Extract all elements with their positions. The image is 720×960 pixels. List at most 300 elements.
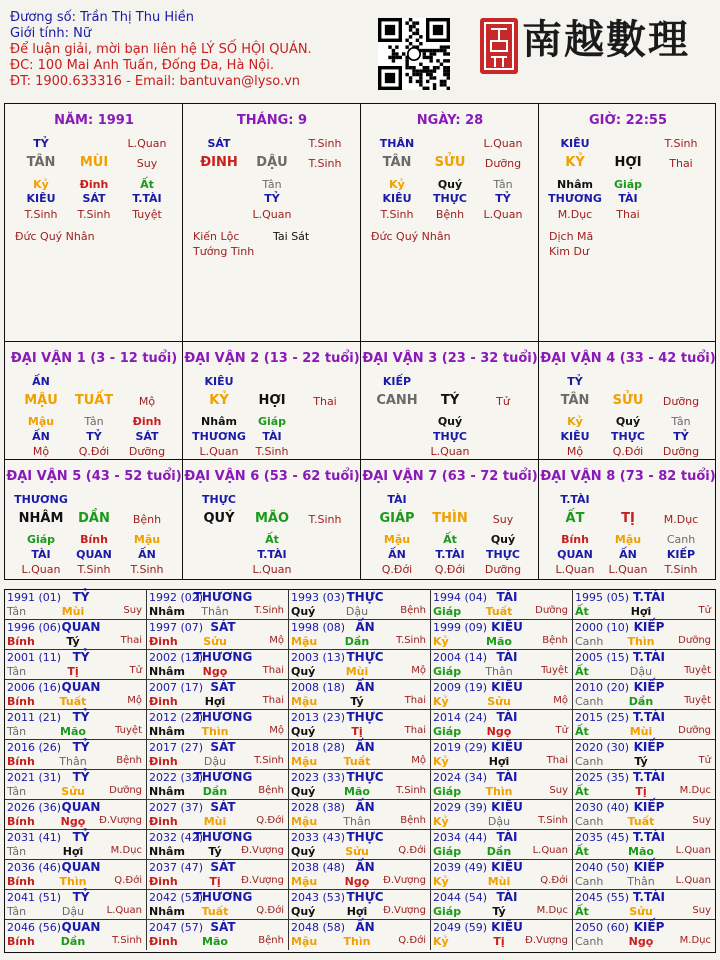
year-label: 2005 (15) [575,651,630,664]
year-label: 2008 (18) [291,681,346,694]
year-stem: Quý [291,605,316,618]
hidden-stem: Ất [265,533,279,546]
year-god: KIÊU [491,680,523,694]
year-stage: M.Dục [110,845,142,856]
year-label: 2044 (54) [433,891,488,904]
year-branch: Mùi [345,665,369,678]
year-stem: Đinh [149,635,178,648]
year-god: KIÊU [491,800,523,814]
pillar-branch-stage: L.Quan [483,137,523,150]
year-stage: Dưỡng [109,785,142,796]
year-stage: Tử [698,755,711,766]
year-label: 2016 (26) [7,741,62,754]
year-cell [573,830,715,860]
year-god: THƯƠNG [193,590,253,604]
year-label: 2027 (37) [149,801,204,814]
luck-pillar-box [538,459,716,580]
year-god: THƯƠNG [193,650,253,664]
luck-stem: GIÁP [379,511,415,526]
year-label: 2001 (11) [7,651,62,664]
luck-stem-god: KIẾP [382,375,412,388]
hidden-god: T.TÀI [132,192,162,205]
year-branch: Sửu [345,845,369,858]
year-god: TỶ [72,770,90,784]
year-stem: Tân [7,905,27,918]
year-label: 2014 (24) [433,711,488,724]
year-label: 2036 (46) [7,861,62,874]
year-stem: Nhâm [149,665,185,678]
year-label: 2045 (55) [575,891,630,904]
year-stem: Kỷ [433,815,449,828]
hidden-stem: Quý [615,415,641,428]
header-value: Trần Thị Thu Hiền [80,10,194,25]
year-label: 2012 (22) [149,711,204,724]
pillar-stem-god: KIÊU [560,137,590,150]
year-branch: Hợi [346,905,368,918]
year-stage: T.Sinh [396,635,426,646]
year-branch: Tị [209,875,221,888]
hidden-stage: L.Quan [430,445,470,458]
year-stage: Mộ [411,755,426,766]
year-god: THƯƠNG [193,770,253,784]
year-branch: Dậu [203,755,227,768]
red-seal-icon [480,18,518,74]
year-stage: Q.Đới [114,875,142,886]
year-label: 1993 (03) [291,591,346,604]
year-label: 1991 (01) [7,591,62,604]
year-branch: Tý [350,695,364,708]
year-god: T.TÀI [633,710,665,724]
hidden-stage: Q.Đới [78,445,110,458]
luck-stem-god: ẤN [32,375,50,388]
hidden-stem: Nhâm [201,415,237,428]
year-cell [147,920,289,950]
hidden-stage: L.Quan [199,445,239,458]
hidden-god: T.TÀI [435,548,465,561]
year-cell [431,860,573,890]
year-cell [5,860,147,890]
pillar-box [182,103,362,343]
year-stem: Canh [575,935,604,948]
qr-code-icon[interactable] [378,18,450,90]
pillar-life-stage: Thai [669,157,693,170]
year-label: 2026 (36) [7,801,62,814]
year-stage: Suy [549,785,568,796]
year-branch: Dậu [487,815,511,828]
year-god: QUAN [61,860,101,874]
hidden-god: SÁT [135,430,159,443]
year-label: 2029 (39) [433,801,488,814]
hidden-stage: T.Sinh [664,563,698,576]
year-god: THỰC [346,650,384,664]
year-stem: Canh [575,755,604,768]
year-stem: Canh [575,635,604,648]
year-cell [147,800,289,830]
year-stem: Giáp [433,665,462,678]
hidden-god: T.TÀI [257,548,287,561]
year-stem: Ất [575,905,589,918]
year-label: 1998 (08) [291,621,346,634]
year-stem: Tân [7,845,27,858]
luck-stem: QUÝ [203,511,235,526]
hidden-stem: Ất [443,533,457,546]
year-stem: Tân [7,605,27,618]
year-stem: Kỷ [433,695,449,708]
year-god: TÀI [496,590,518,604]
year-branch: Tị [67,665,79,678]
year-stem: Giáp [433,785,462,798]
year-cell [5,890,147,920]
year-cell [573,800,715,830]
year-stage: Tử [698,605,711,616]
luck-title: ĐẠI VẬN 6 (53 - 62 tuổi) [184,469,360,484]
year-stage: Tuyệt [684,695,711,706]
year-cell [431,770,573,800]
year-stem: Bính [7,815,35,828]
hidden-stage: L.Quan [608,563,648,576]
hidden-stage: T.Sinh [380,208,414,221]
year-stage: T.Sinh [254,605,284,616]
year-god: SÁT [210,740,236,754]
year-stage: Bệnh [400,605,426,616]
hidden-stem: Ất [140,178,154,191]
year-god: KIÊU [491,740,523,754]
year-god: QUAN [61,620,101,634]
year-god: TÀI [496,830,518,844]
year-god: KIẾP [633,620,665,634]
luck-branch: DẦN [78,511,110,526]
year-cell [289,740,431,770]
year-label: 2030 (40) [575,801,630,814]
year-stage: M.Dục [679,785,711,796]
hidden-stem: Canh [666,533,696,546]
year-stem: Giáp [433,905,462,918]
year-branch: Tuất [201,905,229,918]
year-god: ẤN [355,860,375,874]
luck-title: ĐẠI VẬN 1 (3 - 12 tuổi) [10,351,178,366]
year-cell [289,650,431,680]
year-stage: Tuyệt [115,725,142,736]
year-label: 2000 (10) [575,621,630,634]
year-cell [5,650,147,680]
year-stage: Bệnh [258,785,284,796]
year-cell [289,620,431,650]
year-stage: Q.Đới [398,845,426,856]
hidden-stem: Giáp [613,178,643,191]
year-branch: Hợi [630,605,652,618]
year-branch: Dần [486,845,512,858]
year-label: 2048 (58) [291,921,346,934]
year-label: 2034 (44) [433,831,488,844]
year-label: 1994 (04) [433,591,488,604]
year-god: THỰC [346,770,384,784]
header-value: ĐC: 100 Mai Anh Tuấn, Đống Đa, Hà Nội. [10,58,274,73]
luck-stem: NHÂM [18,511,64,526]
year-branch: Mão [344,785,370,798]
luck-title: ĐẠI VẬN 5 (43 - 52 tuổi) [6,469,182,484]
luck-stem: KỶ [209,393,229,408]
header-value: ĐT: 1900.633316 - Email: bantuvan@lyso.vn [10,74,301,89]
year-cell [431,890,573,920]
year-branch: Sửu [629,905,653,918]
year-label: 1996 (06) [7,621,62,634]
year-branch: Hợi [488,755,510,768]
luck-stem-god: TỶ [567,375,583,388]
year-label: 2021 (31) [7,771,62,784]
hidden-stage: L.Quan [252,208,292,221]
year-stem: Giáp [433,845,462,858]
hidden-stage: L.Quan [555,563,595,576]
year-stage: T.Sinh [254,755,284,766]
year-stem: Tân [7,785,27,798]
hidden-god: TỶ [673,430,689,443]
year-label: 2039 (49) [433,861,488,874]
pillar-stem: KỶ [565,155,585,170]
year-branch: Tý [492,905,506,918]
year-branch: Tuất [627,815,655,828]
year-branch: Mão [486,635,512,648]
year-cell [289,770,431,800]
year-cell [5,680,147,710]
year-god: KIẾP [633,920,665,934]
year-cell [431,740,573,770]
year-label: 2019 (29) [433,741,488,754]
year-god: THƯƠNG [193,890,253,904]
year-stage: L.Quan [532,845,568,856]
luck-title: ĐẠI VẬN 8 (73 - 82 tuổi) [540,469,716,484]
header [0,0,720,100]
year-god: ẤN [355,620,375,634]
year-cell [147,890,289,920]
year-stage: Mộ [269,635,284,646]
pillar-title: GIỜ: 22:55 [589,113,667,128]
year-god: T.TÀI [633,770,665,784]
year-god: TỶ [72,650,90,664]
year-branch: Thân [343,815,371,828]
luck-pillar-box [360,341,540,461]
year-label: 2018 (28) [291,741,346,754]
pillar-branch: MÙI [79,155,109,170]
year-cell [573,920,715,950]
year-cell [147,860,289,890]
hidden-stage: Q.Đới [434,563,466,576]
year-stage: Tử [129,665,142,676]
hidden-stem: Tân [84,415,104,428]
year-stage: L.Quan [675,845,711,856]
year-stage: Bệnh [542,635,568,646]
luck-stem-god: T.TÀI [560,493,590,506]
header-line [10,26,91,42]
luck-stem: CANH [376,393,418,408]
year-cell [147,770,289,800]
hidden-stage: Thai [616,208,640,221]
year-stem: Bính [7,695,35,708]
luck-stem: ẤT [565,511,585,526]
year-stage: M.Dục [536,905,568,916]
brand-logo: 南越數理 [522,16,690,63]
year-stage: Bệnh [116,755,142,766]
hidden-stem: Nhâm [557,178,593,191]
year-stem: Tân [7,665,27,678]
year-stage: Q.Đới [256,905,284,916]
luck-title: ĐẠI VẬN 3 (23 - 32 tuổi) [362,351,538,366]
year-stem: Mậu [291,875,318,888]
luck-branch: TUẤT [74,393,114,408]
year-label: 2004 (14) [433,651,488,664]
year-god: TÀI [496,890,518,904]
pillar-branch: SỬU [434,155,466,170]
hidden-god: TỶ [264,192,280,205]
year-cell [573,650,715,680]
year-stem: Đinh [149,695,178,708]
year-stem: Nhâm [149,845,185,858]
luck-stem-god: THỰC [202,493,236,506]
year-god: THƯƠNG [193,710,253,724]
year-cell [289,590,431,620]
pillar-box [4,103,184,343]
pillar-life-stage: T.Sinh [308,157,342,170]
hidden-god: ẤN [138,548,156,561]
year-god: TỶ [72,590,90,604]
luck-branch: TÝ [440,393,460,408]
year-god: T.TÀI [633,830,665,844]
pillar-branch: DẬU [256,155,288,170]
pillar-life-stage: Dưỡng [484,157,522,170]
hidden-stage: Tuyệt [132,208,162,221]
header-label: Đương số: [10,10,81,25]
year-label: 2020 (30) [575,741,630,754]
year-cell [147,620,289,650]
hidden-god: QUAN [557,548,593,561]
header-line [10,74,300,90]
hidden-stem: Mậu [614,533,642,546]
year-branch: Thìn [485,785,513,798]
year-stem: Quý [291,785,316,798]
hidden-stage: Mộ [566,445,584,458]
year-branch: Hợi [62,845,84,858]
pillar-branch-stage: L.Quan [127,137,167,150]
hidden-stage: Q.Đới [612,445,644,458]
pillar-box [360,103,540,343]
year-stage: Tuyệt [541,665,568,676]
year-branch: Tuất [343,755,371,768]
year-god: ẤN [355,680,375,694]
year-cell [573,710,715,740]
luck-pillar-box [4,341,184,461]
year-branch: Ngọ [202,665,228,678]
luck-stem-god: KIÊU [204,375,234,388]
year-stage: L.Quan [106,905,142,916]
hidden-stage: Dưỡng [128,445,166,458]
hidden-god: THỰC [486,548,520,561]
year-stem: Kỷ [433,875,449,888]
year-branch: Mão [628,845,654,858]
year-god: SÁT [210,620,236,634]
year-branch: Mùi [61,605,85,618]
year-cell [5,770,147,800]
year-stage: Thai [262,695,284,706]
year-stem: Canh [575,875,604,888]
year-label: 2002 (12) [149,651,204,664]
year-cell [431,800,573,830]
luck-title: ĐẠI VẬN 2 (13 - 22 tuổi) [184,351,360,366]
year-branch: Dậu [345,605,369,618]
year-stem: Kỷ [433,755,449,768]
year-label: 2046 (56) [7,921,62,934]
year-stage: Q.Đới [398,935,426,946]
year-label: 2003 (13) [291,651,346,664]
year-stage: Đ.Vượng [383,875,426,886]
year-stem: Canh [575,695,604,708]
annual-table [4,589,716,953]
year-label: 1997 (07) [149,621,204,634]
year-god: TỶ [72,710,90,724]
year-label: 2043 (53) [291,891,346,904]
header-line [10,10,194,26]
year-stem: Đinh [149,935,178,948]
year-stem: Ất [575,665,589,678]
year-label: 1999 (09) [433,621,488,634]
luck-branch: MÃO [254,511,290,526]
year-stem: Bính [7,875,35,888]
year-branch: Tý [634,755,648,768]
year-branch: Ngọ [344,875,370,888]
luck-stem: MẬU [24,393,58,408]
luck-life-stage: T.Sinh [308,513,342,526]
pillar-branch-stage: T.Sinh [664,137,698,150]
hidden-stem: Tân [671,415,691,428]
year-stem: Nhâm [149,785,185,798]
year-label: 2025 (35) [575,771,630,784]
year-god: ẤN [355,920,375,934]
year-branch: Tuất [485,605,513,618]
luck-branch: HỢI [258,393,286,408]
year-god: TỶ [72,830,90,844]
pillar-branch: HỢI [614,155,642,170]
year-cell [5,740,147,770]
year-branch: Thìn [59,875,87,888]
year-branch: Thìn [343,935,371,948]
year-god: QUAN [61,920,101,934]
year-stage: Đ.Vượng [383,905,426,916]
year-stem: Mậu [291,635,318,648]
year-branch: Thìn [627,635,655,648]
year-stem: Quý [291,665,316,678]
year-branch: Dần [628,695,654,708]
year-cell [573,770,715,800]
year-stem: Nhâm [149,905,185,918]
year-label: 2010 (20) [575,681,630,694]
year-cell [5,590,147,620]
hidden-god: TÀI [618,192,638,205]
year-stage: Thai [262,665,284,676]
hidden-stem: Kỷ [33,178,49,191]
year-label: 2038 (48) [291,861,346,874]
luck-pillar-box [182,459,362,580]
year-god: T.TÀI [633,650,665,664]
year-god: SÁT [210,920,236,934]
year-stage: Thai [546,755,568,766]
hidden-god: THỰC [433,192,467,205]
year-stage: Đ.Vượng [525,935,568,946]
year-stage: M.Dục [679,935,711,946]
hidden-god: THƯƠNG [548,192,602,205]
hidden-stem: Quý [437,178,463,191]
year-branch: Mùi [203,815,227,828]
hidden-stage: L.Quan [483,208,523,221]
year-god: TỶ [72,740,90,754]
year-god: TÀI [496,650,518,664]
